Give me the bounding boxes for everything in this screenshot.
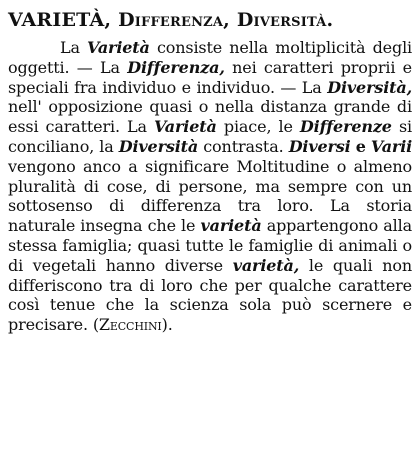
text-run: contrasta.: [203, 136, 284, 156]
term-italic: Diversità,: [327, 77, 413, 97]
text-run: nell' opposizione quasi o nella distanza grande di essi caratteri. La: [8, 97, 412, 137]
text-run: La: [60, 38, 80, 57]
text-run: le quali non differiscono tra di loro che per qualche carattere così tenue che la scienza sola può scernere e precisare.: [8, 255, 413, 335]
text-run: nei caratteri proprii e speciali fra individuo e individuo. — La: [8, 57, 412, 97]
term-italic: Varii: [370, 136, 413, 156]
heading-word-differenza: Differenza,: [118, 9, 230, 31]
heading-word-varieta: VARIETÀ,: [8, 9, 112, 31]
term-italic: Diversità: [118, 136, 199, 156]
text-run: vengono anco a significare Moltitudine o almeno pluralità di cose, di persone, ma sempre con un sottosenso di differenza tra loro. La storia naturale insegna che le: [8, 156, 412, 236]
term-italic: Differenze: [299, 117, 392, 137]
text-run: e: [355, 136, 366, 156]
text-run: si conciliano, la: [8, 117, 412, 156]
heading-word-diversita: Diversità.: [236, 9, 334, 31]
term-italic: Varietà: [154, 117, 217, 137]
entry-body: [8, 38, 412, 335]
author-citation: (Zecchini).: [92, 315, 173, 335]
text-run: consiste nella moltiplicità degli oggetti. — La: [8, 38, 413, 77]
term-italic: Varietà: [87, 38, 150, 57]
term-italic: Diversi: [288, 136, 351, 156]
text-run: appartengono alla stessa famiglia; quasi tutte le famiglie di animali o di vegetali hanno diverse: [8, 216, 412, 275]
term-italic: varietà: [200, 216, 262, 236]
term-italic: Differenza,: [127, 57, 225, 77]
text-run: piace, le: [223, 117, 293, 137]
term-italic: varietà,: [232, 255, 300, 275]
entry-heading: [8, 8, 412, 32]
